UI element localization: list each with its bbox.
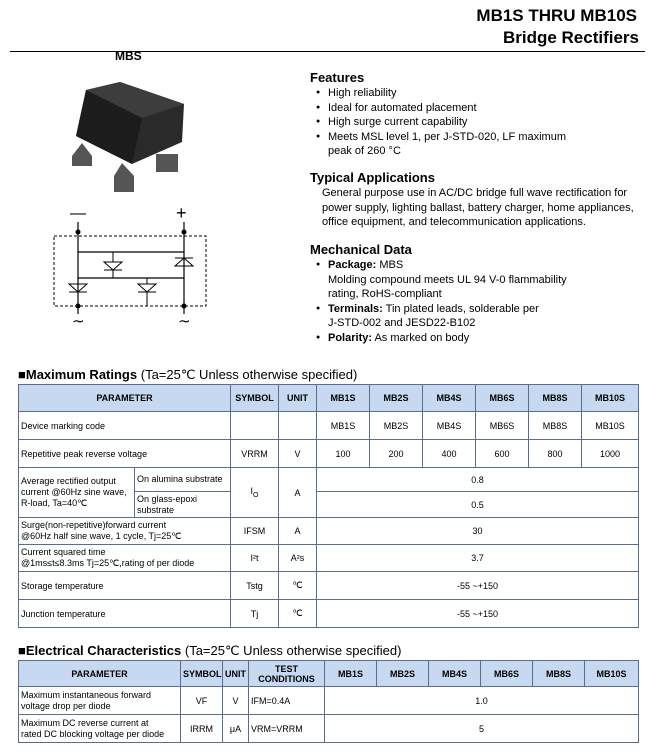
param-condition: On alumina substrate: [135, 468, 231, 492]
header-part: MB6S: [476, 385, 529, 412]
header-part: MB4S: [423, 385, 476, 412]
header-part: MB8S: [529, 385, 582, 412]
applications-line: General purpose use in AC/DC bridge full wave rectification for: [322, 187, 628, 199]
table-row: [19, 687, 639, 715]
cell-value: 100: [317, 440, 370, 468]
feature-item: ● High reliability: [316, 86, 646, 101]
table-row: [19, 715, 639, 743]
ac-symbol-left: ∼: [72, 313, 85, 330]
document-subtitle: Bridge Rectifiers: [502, 28, 639, 47]
header-part: MB6S: [481, 661, 533, 687]
cell-value: 600: [476, 440, 529, 468]
package-image: [60, 68, 200, 198]
header-part: MB10S: [582, 385, 639, 412]
header-symbol: SYMBOL: [181, 661, 223, 687]
param-label: Maximum DC reverse current at rated DC blocking voltage per diode: [19, 715, 181, 743]
cell-value: MB2S: [370, 412, 423, 440]
electrical-table: [18, 660, 639, 743]
param-label: Repetitive peak reverse voltage: [19, 440, 231, 468]
param-label: Maximum instantaneous forward voltage drop per diode: [19, 687, 181, 715]
cell-value: MB6S: [476, 412, 529, 440]
header-unit: UNIT: [279, 385, 317, 412]
header-symbol: SYMBOL: [231, 385, 279, 412]
cell-value: -55 ~+150: [317, 600, 639, 628]
cell-unit: A: [279, 468, 317, 518]
cell-value: 1.0: [325, 687, 639, 715]
mechanical-package-item: ● Package: MBS: [316, 258, 646, 273]
cell-value: MB8S: [529, 412, 582, 440]
plus-symbol: +: [176, 203, 187, 223]
features-list: [316, 86, 646, 159]
header-part: MB1S: [325, 661, 377, 687]
cell-value: MB10S: [582, 412, 639, 440]
table-row: [19, 572, 639, 600]
cell-value: 0.5: [317, 492, 639, 518]
mechanical-heading: Mechanical Data: [310, 242, 412, 257]
cell-value: 200: [370, 440, 423, 468]
table-row: [19, 440, 639, 468]
header-rule: [10, 51, 645, 52]
param-label: Junction temperature: [19, 600, 231, 628]
cell-unit: ℃: [279, 600, 317, 628]
cell-symbol: VRRM: [231, 440, 279, 468]
mechanical-package-line: Molding compound meets UL 94 V-0 flammability: [328, 273, 567, 286]
bridge-circuit-diagram: [50, 222, 210, 318]
cell-symbol: Tj: [231, 600, 279, 628]
header-part: MB1S: [317, 385, 370, 412]
cell-unit: V: [279, 440, 317, 468]
cell-value: 1000: [582, 440, 639, 468]
cell-value: 400: [423, 440, 476, 468]
cell-symbol: Tstg: [231, 572, 279, 600]
electrical-heading: ■Electrical Characteristics (Ta=25℃ Unless otherwise specified): [18, 643, 402, 658]
cell-value: 30: [317, 518, 639, 545]
param-label: Storage temperature: [19, 572, 231, 600]
package-lead: [156, 154, 178, 172]
cell-test-condition: VRM=VRRM: [249, 715, 325, 743]
table-row: [19, 412, 639, 440]
features-heading: Features: [310, 70, 365, 85]
param-label: Surge(non-repetitive)forward current @60Hz half sine wave, 1 cycle, Tj=25℃: [19, 518, 231, 545]
ac-symbol-right: ∼: [178, 313, 191, 330]
table-row: [19, 468, 639, 492]
cell-symbol: VF: [181, 687, 223, 715]
cell-unit: ℃: [279, 572, 317, 600]
table-header-row: [19, 661, 639, 687]
applications-line: office equipment, and telecommunication applications.: [322, 216, 586, 228]
feature-item: ● Ideal for automated placement: [316, 101, 646, 116]
cell-symbol: IRRM: [181, 715, 223, 743]
part-range-title: MB1S THRU MB10S: [476, 6, 637, 25]
header-part: MB4S: [429, 661, 481, 687]
package-lead: [72, 143, 92, 166]
dashed-boundary: [54, 236, 206, 306]
cell-value: MB1S: [317, 412, 370, 440]
applications-text: [322, 186, 652, 230]
feature-item: ● Meets MSL level 1, per J-STD-020, LF maximum: [316, 130, 646, 145]
applications-heading: Typical Applications: [310, 170, 435, 185]
cell-symbol: IFSM: [231, 518, 279, 545]
mechanical-terminals-line: J-STD-002 and JESD22-B102: [328, 317, 476, 329]
feature-item: ● High surge current capability: [316, 115, 646, 130]
header-part: MB10S: [585, 661, 639, 687]
max-ratings-table: [18, 384, 639, 628]
applications-line: power supply, lighting ballast, battery charger, home appliances,: [322, 201, 634, 214]
diode-symbol: [138, 284, 156, 292]
package-lead: [114, 163, 134, 192]
cell-value: 3.7: [317, 545, 639, 572]
header-parameter: PARAMETER: [19, 385, 231, 412]
cell-symbol: $I_O$: [231, 468, 279, 518]
table-header-row: [19, 385, 639, 412]
param-label: Current squared time @1ms≤t≤8.3ms Tj=25℃,rating of per diode: [19, 545, 231, 572]
table-row: [19, 600, 639, 628]
cell-unit: μA: [223, 715, 249, 743]
mechanical-terminals-item: ● Terminals: Tin plated leads, solderable per: [316, 302, 646, 317]
minus-symbol: —: [70, 205, 86, 222]
mechanical-polarity-item: ● Polarity: As marked on body: [316, 331, 646, 346]
cell-unit: V: [223, 687, 249, 715]
cell-value: 800: [529, 440, 582, 468]
feature-item-continuation: peak of 260 °C: [328, 145, 401, 157]
header-parameter: PARAMETER: [19, 661, 181, 687]
header-part: MB2S: [377, 661, 429, 687]
cell-test-condition: IFM=0.4A: [249, 687, 325, 715]
cell-symbol: I²t: [231, 545, 279, 572]
header-part: MB2S: [370, 385, 423, 412]
param-label: Device marking code: [19, 412, 231, 440]
param-condition: On glass-epoxi substrate: [135, 492, 231, 518]
header-unit: UNIT: [223, 661, 249, 687]
cell-value: MB4S: [423, 412, 476, 440]
cell-unit: A²s: [279, 545, 317, 572]
mechanical-list: [316, 258, 646, 345]
max-ratings-heading: ■Maximum Ratings (Ta=25℃ Unless otherwise specified): [18, 367, 358, 382]
mechanical-package-line: rating, RoHS-compliant: [328, 288, 442, 300]
header-test-conditions: TEST CONDITIONS: [249, 661, 325, 687]
cell-value: 0.8: [317, 468, 639, 492]
table-row: [19, 545, 639, 572]
package-label: MBS: [115, 49, 142, 63]
table-row: [19, 518, 639, 545]
cell-value: 5: [325, 715, 639, 743]
param-label: Average rectified output current @60Hz sine wave, R-load, Ta=40℃: [19, 468, 135, 518]
header-part: MB8S: [533, 661, 585, 687]
cell-value: -55 ~+150: [317, 572, 639, 600]
diode-symbol: [104, 262, 122, 270]
cell-unit: A: [279, 518, 317, 545]
